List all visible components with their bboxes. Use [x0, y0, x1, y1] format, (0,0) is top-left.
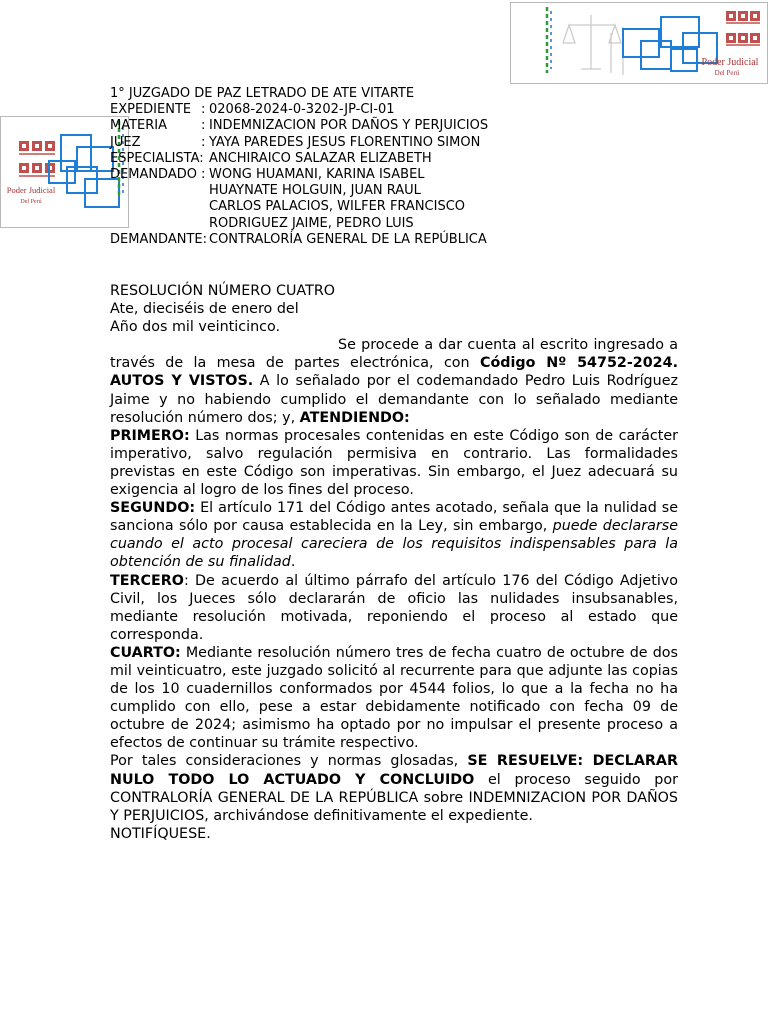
logo-top-line2: Del Perú [714, 69, 740, 77]
expediente-value: 02068-2024-0-3202-JP-CI-01 [209, 102, 395, 118]
resolution-title: RESOLUCIÓN NÚMERO CUATRO [110, 283, 336, 299]
autos-y-vistos: AUTOS Y VISTOS. [110, 373, 254, 390]
atendiendo-label: ATENDIENDO: [299, 409, 410, 426]
court-name: 1° JUZGADO DE PAZ LETRADO DE ATE VITARTE [110, 86, 415, 101]
materia-row: MATERIA : INDEMNIZACION POR DAÑOS Y PERJUICIOS [110, 118, 489, 134]
demandante-label: DEMANDANTE: [110, 231, 207, 247]
segundo-text: El artículo 171 del Código antes acotado, señala que la nulidad se sanciona sólo por causa establecida en la Ley, sin embargo, [110, 500, 678, 535]
resolution-decision [110, 752, 678, 824]
resolution-date-line2: Año dos mil veinticinco. [110, 319, 281, 336]
segundo-italic-quote: puede declararse cuando el acto procesal careciera de los requisitos indispensables para la obtención de su finalidad [110, 518, 679, 571]
intro-text: Se procede a dar cuenta al escrito ingresado a través de la mesa de partes electrónica, con [110, 337, 678, 372]
primero-label: PRIMERO: [110, 427, 190, 444]
expediente-label: EXPEDIENTE [110, 102, 192, 118]
logo-top-line1: Poder Judicial [701, 57, 759, 68]
case-header [110, 86, 630, 248]
tercero-text: : De acuerdo al último párrafo del artículo 176 del Código Adjetivo Civil, los Jueces sólo declararán de oficio las nulidades insubsanables, mediante resolución motivada, reponiendo el proceso al estado que corresponda. [110, 572, 678, 643]
intro-code: Código Nº 54752-2024 [479, 355, 673, 372]
cuarto-text: Mediante resolución número tres de fecha cuatro de octubre de dos mil veinticuatro, este juzgado solicitó al recurrente para que adjunte las copias de los 10 cuadernillos conformados por 4544 folios, lo que a la fecha no ha cumplido con ello, pese a estar debidamente notificado con fecha 09 de octubre de 2024; asimismo ha optado por no impulsar el presente proceso a efectos de continuar su trámite respectivo. [110, 644, 678, 752]
cuarto-paragraph [110, 644, 678, 753]
poder-judicial-logo-top [510, 2, 768, 84]
resolution-date-line1: Ate, dieciséis de enero del [110, 301, 299, 318]
decision-bold: SE RESUELVE: DECLARAR NULO TODO LO ACTUADO Y CONCLUIDO [110, 753, 678, 788]
intro-paragraph [110, 336, 678, 426]
demandado-value: CARLOS PALACIOS, WILFER FRANCISCO [209, 199, 466, 215]
notifiquese: NOTIFÍQUESE. [110, 825, 211, 842]
primero-paragraph [110, 427, 678, 499]
materia-label: MATERIA [110, 118, 168, 134]
segundo-paragraph [110, 499, 678, 571]
especialista-row [110, 151, 630, 167]
expediente-row: EXPEDIENTE : 02068-2024-0-3202-JP-CI-01 [110, 102, 395, 118]
resolution-body [110, 282, 678, 843]
demandado-row: DEMANDADO : WONG HUAMANI, KARINA ISABEL [110, 167, 425, 183]
poder-judicial-emblem-icon [1, 117, 128, 227]
demandante-row [110, 232, 630, 248]
juez-row: JUEZ : YAYA PAREDES JESUS FLORENTINO SIMON [110, 134, 481, 150]
primero-text: Las normas procesales contenidas en este Código son de carácter imperativo, salvo regulación permisiva en contrario. Las formalidades previstas en este Código son imperativas. Sin embargo, el Juez adecuará su exigencia al logro de los fines del proceso. [110, 427, 678, 499]
juez-value: YAYA PAREDES JESUS FLORENTINO SIMON [209, 134, 481, 150]
juez-label: JUEZ [110, 134, 141, 150]
cuarto-label: CUARTO: [110, 644, 181, 661]
demandado-label: DEMANDADO [110, 167, 197, 183]
demandante-value: CONTRALORÍA GENERAL DE LA REPÚBLICA [209, 231, 487, 247]
intro-period: . [672, 355, 678, 372]
decision-intro: Por tales consideraciones y normas glosadas, [110, 753, 468, 770]
logo-left-line2: Del Perú [20, 199, 42, 205]
demandado-value: WONG HUAMANI, KARINA ISABEL [209, 167, 425, 183]
especialista-label: ESPECIALISTA: [110, 150, 204, 166]
demandado-value: RODRIGUEZ JAIME, PEDRO LUIS [209, 215, 414, 231]
materia-value: INDEMNIZACION POR DAÑOS Y PERJUICIOS [209, 118, 489, 134]
especialista-value: ANCHIRAICO SALAZAR ELIZABETH [209, 150, 432, 166]
segundo-end: . [290, 554, 296, 571]
logo-left-line1: Poder Judicial [6, 185, 56, 195]
intro-text-2: A lo señalado por el codemandado Pedro Luis Rodríguez Jaime y no habiendo cumplido el demandante con lo señalado mediante resolución número dos; y, [110, 373, 678, 426]
demandado-value: HUAYNATE HOLGUIN, JUAN RAUL [209, 183, 421, 199]
tercero-label: TERCERO [110, 572, 184, 589]
tercero-paragraph [110, 572, 678, 644]
segundo-label: SEGUNDO: [110, 500, 196, 517]
decision-text: el proceso seguido por CONTRALORÍA GENERAL DE LA REPÚBLICA sobre INDEMNIZACION POR DAÑOS Y PERJUICIOS, archivándose definitivamente el expediente. [110, 771, 679, 824]
